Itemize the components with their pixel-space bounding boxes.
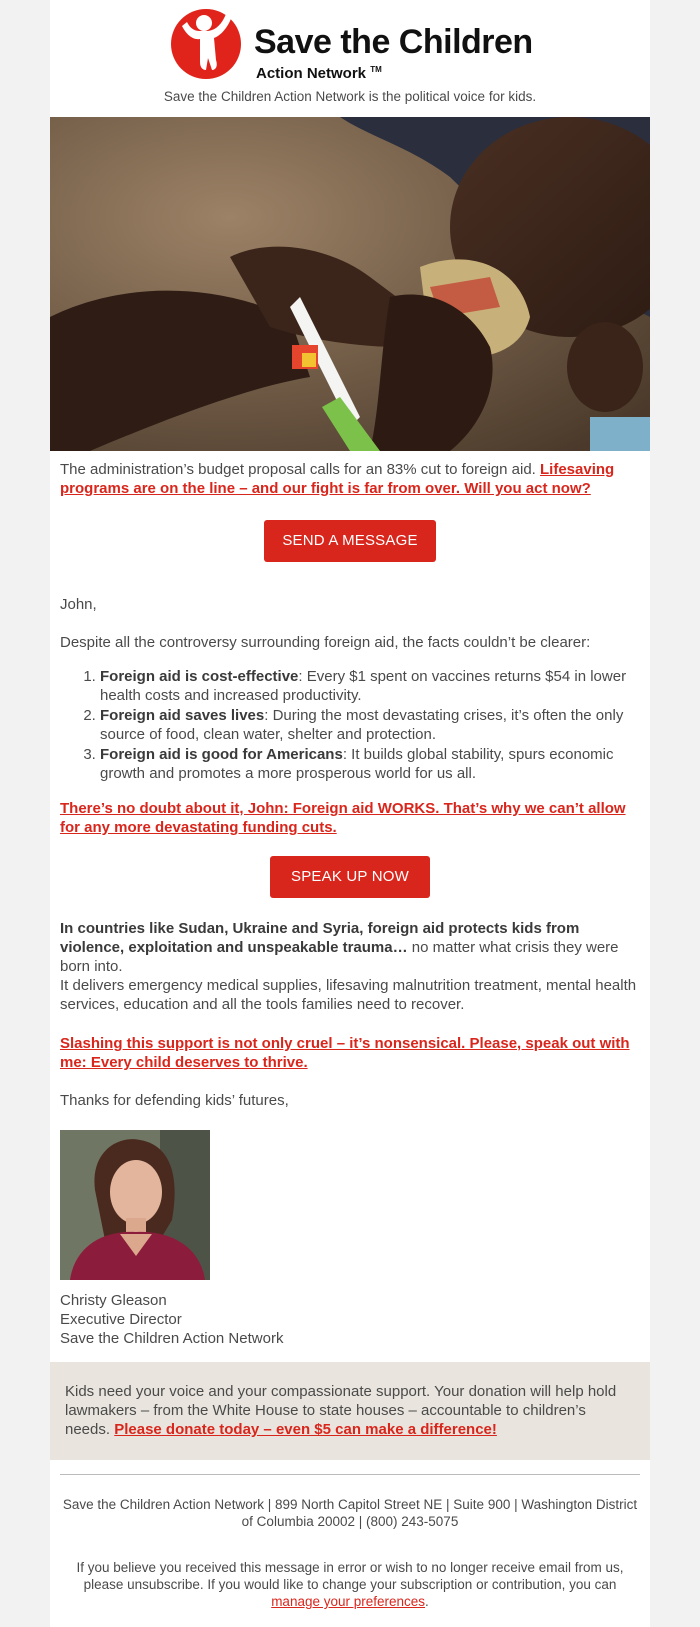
- works-action-link[interactable]: There’s no doubt about it, John: Foreign aid WORKS. That’s why we can’t allow for any more devastating funding cuts.: [60, 800, 626, 836]
- footer-period: .: [425, 1594, 429, 1609]
- save-the-children-logo-icon: [170, 6, 242, 80]
- intro-action-link[interactable]: Lifesaving programs are on the line – and our fight is far from over. Will you act now?: [60, 461, 615, 497]
- slashing-action-link[interactable]: Slashing this support is not only cruel – it’s nonsensical. Please, speak out with me: Every child deserves to thrive.: [60, 1035, 630, 1071]
- org-subname: Action Network ™: [256, 65, 382, 82]
- org-logo[interactable]: [170, 6, 533, 82]
- list-item: 3. Foreign aid is good for Americans: It builds global stability, spurs economic growth and promotes a more prosperous world for us all.: [100, 745, 640, 783]
- footer-unsubscribe: [60, 1559, 640, 1610]
- donate-text: Kids need your voice and your compassionate support. Your donation will help hold lawmakers – from the White House to state houses – accountable to children’s needs.: [65, 1383, 617, 1438]
- send-message-button[interactable]: SEND A MESSAGE: [264, 520, 436, 562]
- manage-preferences-link[interactable]: manage your preferences: [271, 1594, 426, 1609]
- slashing-paragraph: [60, 1034, 640, 1072]
- hero-image: [50, 117, 650, 451]
- intro-paragraph: [60, 460, 640, 498]
- signer-org: Save the Children Action Network: [60, 1330, 284, 1347]
- works-paragraph: [60, 799, 640, 837]
- donate-paragraph: [65, 1382, 635, 1439]
- facts-list: [60, 667, 640, 784]
- email-card: [50, 0, 650, 1627]
- org-name: Save the Children: [254, 23, 533, 61]
- delivers-paragraph: It delivers emergency medical supplies, lifesaving malnutrition treatment, mental health services, education and all the tools families need to recover.: [60, 977, 637, 1013]
- signature-block: [60, 1291, 283, 1348]
- unsubscribe-text: If you believe you received this message in error or wish to no longer receive email from us, please unsubscribe. If you would like to change your subscription or contribution, you can: [76, 1560, 624, 1592]
- footer-divider: [60, 1474, 640, 1475]
- facts-intro: Despite all the controversy surrounding foreign aid, the facts couldn’t be clearer:: [60, 634, 591, 651]
- speak-up-button[interactable]: SPEAK UP NOW: [270, 856, 430, 898]
- list-item: 1. Foreign aid is cost-effective: Every $1 spent on vaccines returns $54 in lower health costs and increased productivity.: [100, 667, 640, 705]
- signer-portrait: [60, 1130, 210, 1280]
- signer-title: Executive Director: [60, 1311, 182, 1328]
- countries-paragraph: In countries like Sudan, Ukraine and Syria, foreign aid protects kids from violence, exploitation and unspeakable trauma… no matter what crisis they were born into.: [60, 920, 619, 975]
- tagline: Save the Children Action Network is the political voice for kids.: [163, 89, 537, 104]
- footer-address: Save the Children Action Network | 899 North Capitol Street NE | Suite 900 | Washington District of Columbia 20002 | (800) 243-5075: [62, 1497, 638, 1529]
- thanks-line: Thanks for defending kids’ futures,: [60, 1092, 289, 1109]
- greeting: John,: [60, 596, 97, 613]
- donate-link[interactable]: Please donate today – even $5 can make a difference!: [114, 1421, 497, 1438]
- signer-name: Christy Gleason: [60, 1292, 167, 1309]
- intro-text: The administration’s budget proposal calls for an 83% cut to foreign aid.: [60, 461, 536, 478]
- donate-box: [50, 1362, 650, 1460]
- list-item: 2. Foreign aid saves lives: During the most devastating crises, it’s often the only source of food, clean water, shelter and protection.: [100, 706, 640, 744]
